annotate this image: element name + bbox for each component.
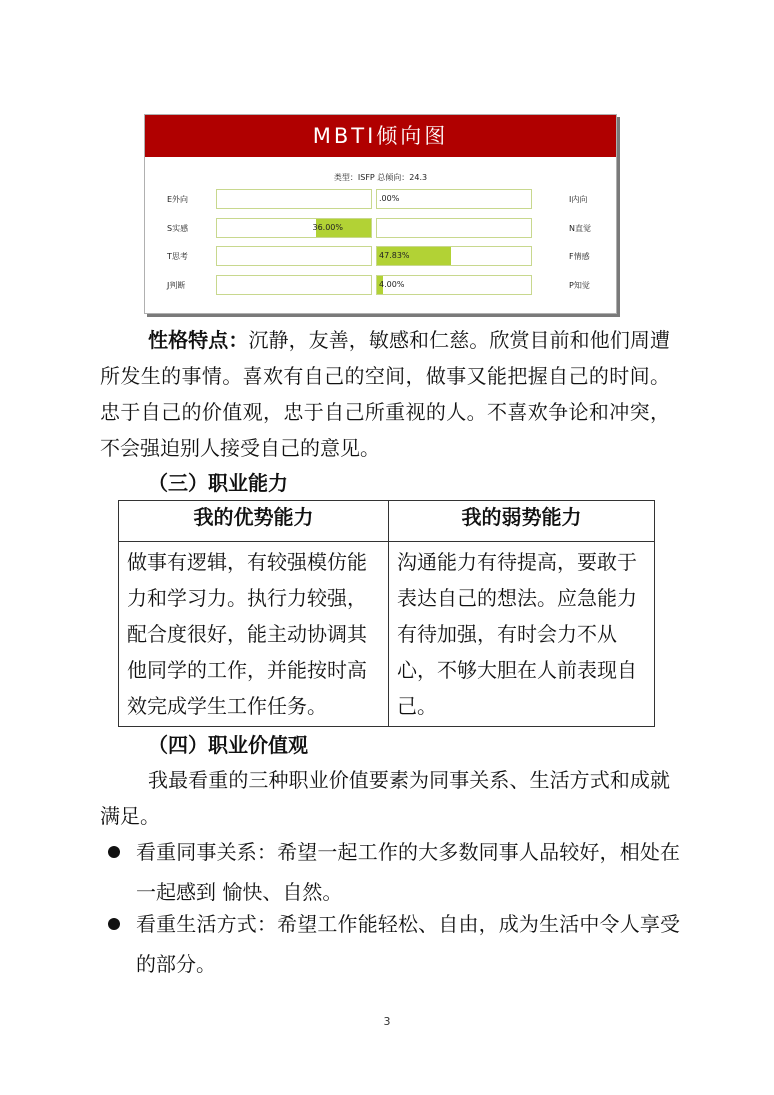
bullet-dot-icon (108, 846, 120, 858)
section4-heading: （四）职业价值观 (148, 733, 308, 757)
mbti-right-label: P知觉 (569, 281, 590, 290)
bullet-text: 看重同事关系：希望一起工作的大多数同事人品较好，相处在一起感到 愉快、自然。 (136, 840, 680, 904)
mbti-row (145, 275, 616, 295)
mbti-left-label: T思考 (167, 252, 188, 261)
strengths-header: 我的优势能力 (119, 501, 389, 542)
mbti-bar-track-left (216, 275, 372, 295)
bullet-dot-icon (108, 918, 120, 930)
strengths-cell: 做事有逻辑，有较强模仿能力和学习力。执行力较强，配合度很好，能主动协调其他同学的工作，并能按时高效完成学生工作任务。 (119, 542, 389, 727)
mbti-row (145, 246, 616, 266)
mbti-bar-track-left (216, 189, 372, 209)
table-header-row (119, 501, 655, 542)
mbti-bar-track-right (376, 189, 532, 209)
personality-paragraph (100, 322, 670, 466)
mbti-right-label: I内向 (569, 195, 588, 204)
personality-lead: 性格特点： (148, 328, 249, 352)
mbti-bar-value: 47.83% (379, 251, 410, 260)
mbti-row (145, 189, 616, 209)
mbti-bar-track-right (376, 275, 532, 295)
chart-type-line: 类型：ISFP 总倾向：24.3 (333, 173, 428, 182)
mbti-left-label: J判断 (167, 281, 186, 290)
mbti-bar-track-left (216, 218, 372, 238)
mbti-row (145, 218, 616, 238)
bullet-text: 看重生活方式：希望工作能轻松、自由，成为生活中令人享受的部分。 (136, 912, 680, 976)
chart-title: MBTI倾向图 (145, 115, 616, 157)
mbti-bar-value: .00% (379, 194, 400, 203)
table-row (119, 542, 655, 727)
personality-text: 沉静，友善，敏感和仁慈。欣赏目前和他们周遭所发生的事情。喜欢有自己的空间，做事又能把握自己的时间。忠于自己的价值观，忠于自己所重视的人。不喜欢争论和冲突，不会强迫别人接受自己的意见。 (100, 328, 671, 460)
mbti-bar-value: 36.00% (312, 223, 343, 232)
mbti-chart (144, 114, 617, 314)
mbti-left-label: S实感 (167, 224, 189, 233)
mbti-bar-track-left (216, 246, 372, 266)
mbti-left-label: E外向 (167, 195, 189, 204)
page-number: 3 (383, 1015, 391, 1028)
mbti-bar-track-right (376, 218, 532, 238)
mbti-right-label: F情感 (569, 252, 590, 261)
ability-table (118, 500, 655, 727)
weaknesses-cell: 沟通能力有待提高，要敢于表达自己的想法。应急能力有待加强，有时会力不从心，不够大胆在人前表现自己。 (389, 542, 655, 727)
section4-intro: 我最看重的三种职业价值要素为同事关系、生活方式和成就满足。 (100, 768, 670, 828)
weaknesses-header: 我的弱势能力 (389, 501, 655, 542)
section3-heading: （三）职业能力 (148, 471, 288, 495)
mbti-right-label: N直觉 (569, 224, 591, 233)
mbti-bar-track-right (376, 246, 532, 266)
mbti-bar-value: 4.00% (379, 280, 405, 289)
